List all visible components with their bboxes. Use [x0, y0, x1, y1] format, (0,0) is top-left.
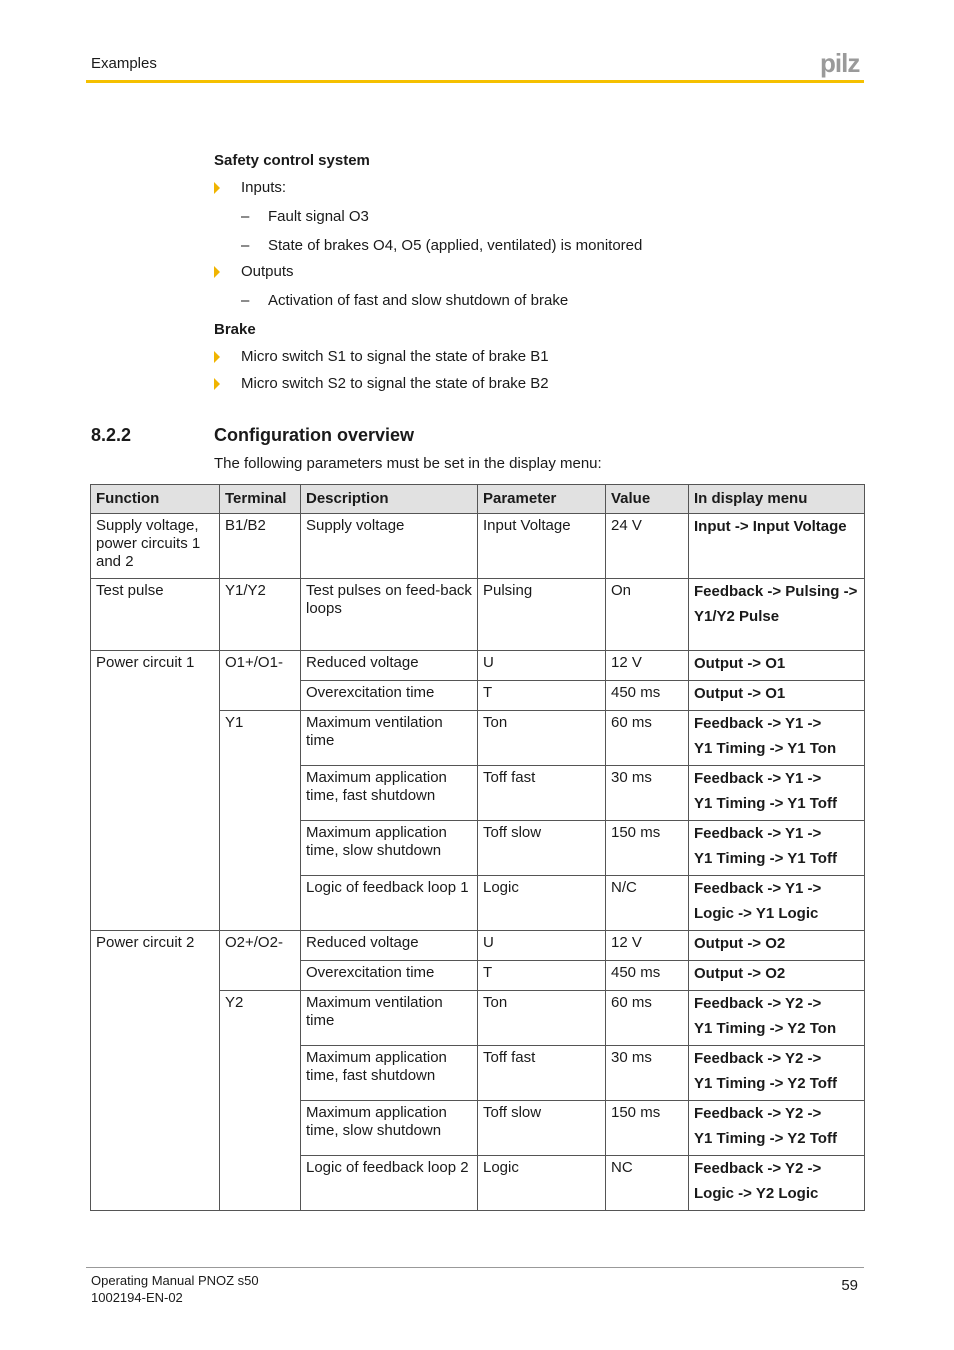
description-cell: Test pulses on feed-back loops — [301, 579, 478, 651]
value-cell: 12 V — [606, 651, 689, 681]
bullet-arrow-icon — [214, 378, 220, 390]
safety-control-title: Safety control system — [214, 152, 370, 169]
terminal-cell: O2+/O2- — [220, 931, 301, 991]
description-cell: Maximum ventilation time — [301, 711, 478, 766]
menu-cell: Output -> O2 — [689, 961, 865, 991]
menu-cell: Output -> O1 — [689, 651, 865, 681]
footer-info — [91, 1272, 259, 1306]
description-cell: Maximum application time, fast shutdown — [301, 766, 478, 821]
page-number: 59 — [841, 1277, 858, 1294]
description-cell: Logic of feedback loop 2 — [301, 1156, 478, 1211]
parameter-cell: Pulsing — [478, 579, 606, 651]
description-cell: Logic of feedback loop 1 — [301, 876, 478, 931]
column-header: Parameter — [478, 485, 606, 514]
description-cell: Maximum application time, slow shutdown — [301, 821, 478, 876]
menu-cell: Feedback -> Y2 -> Y1 Timing -> Y2 Ton — [689, 991, 865, 1046]
menu-cell: Feedback -> Y2 -> Y1 Timing -> Y2 Toff — [689, 1046, 865, 1101]
value-cell: On — [606, 579, 689, 651]
parameter-cell: U — [478, 931, 606, 961]
table-row — [91, 514, 865, 579]
terminal-cell: B1/B2 — [220, 514, 301, 579]
bullet-arrow-icon — [214, 351, 220, 363]
header-section-title: Examples — [91, 55, 157, 72]
parameter-cell: Ton — [478, 711, 606, 766]
description-cell: Supply voltage — [301, 514, 478, 579]
section-number: 8.2.2 — [91, 425, 132, 445]
section-title: Configuration overview — [214, 425, 415, 445]
menu-cell: Feedback -> Y1 -> Y1 Timing -> Y1 Toff — [689, 766, 865, 821]
column-header: Value — [606, 485, 689, 514]
terminal-cell: O1+/O1- — [220, 651, 301, 711]
function-cell: Power circuit 1 — [91, 651, 220, 931]
parameter-cell: Toff fast — [478, 1046, 606, 1101]
value-cell: 150 ms — [606, 1101, 689, 1156]
table-row — [91, 931, 865, 961]
bullet-arrow-icon — [214, 182, 220, 194]
menu-cell: Output -> O2 — [689, 931, 865, 961]
function-cell: Test pulse — [91, 579, 220, 651]
column-header: Terminal — [220, 485, 301, 514]
menu-cell: Feedback -> Y2 -> Y1 Timing -> Y2 Toff — [689, 1101, 865, 1156]
value-cell: N/C — [606, 876, 689, 931]
description-cell: Maximum application time, fast shutdown — [301, 1046, 478, 1101]
parameter-cell: Toff slow — [478, 1101, 606, 1156]
column-header: Description — [301, 485, 478, 514]
value-cell: 60 ms — [606, 711, 689, 766]
menu-cell: Feedback -> Y2 -> Logic -> Y2 Logic — [689, 1156, 865, 1211]
terminal-cell: Y1 — [220, 711, 301, 931]
parameter-cell: T — [478, 681, 606, 711]
function-cell: Supply voltage, power circuits 1 and 2 — [91, 514, 220, 579]
terminal-cell: Y1/Y2 — [220, 579, 301, 651]
value-cell: 60 ms — [606, 991, 689, 1046]
menu-cell: Feedback -> Y1 -> Logic -> Y1 Logic — [689, 876, 865, 931]
table-row — [91, 579, 865, 651]
column-header: In display menu — [689, 485, 865, 514]
description-cell: Overexcitation time — [301, 681, 478, 711]
column-header: Function — [91, 485, 220, 514]
menu-cell: Feedback -> Y1 -> Y1 Timing -> Y1 Ton — [689, 711, 865, 766]
value-cell: 24 V — [606, 514, 689, 579]
footer-rule — [86, 1267, 864, 1268]
menu-cell: Feedback -> Y1 -> Y1 Timing -> Y1 Toff — [689, 821, 865, 876]
svg-text:pilz: pilz — [820, 50, 860, 78]
description-cell: Reduced voltage — [301, 931, 478, 961]
value-cell: 450 ms — [606, 681, 689, 711]
bullet-arrow-icon — [214, 266, 220, 278]
menu-cell: Output -> O1 — [689, 681, 865, 711]
parameter-cell: Toff fast — [478, 766, 606, 821]
parameter-cell: Input Voltage — [478, 514, 606, 579]
description-cell: Maximum application time, slow shutdown — [301, 1101, 478, 1156]
header-rule — [86, 80, 864, 83]
description-cell: Maximum ventilation time — [301, 991, 478, 1046]
value-cell: 12 V — [606, 931, 689, 961]
parameter-cell: Toff slow — [478, 821, 606, 876]
pilz-logo — [820, 50, 864, 78]
parameter-cell: Ton — [478, 991, 606, 1046]
terminal-cell: Y2 — [220, 991, 301, 1211]
manual-title: Operating Manual PNOZ s50 — [91, 1273, 259, 1288]
value-cell: 30 ms — [606, 766, 689, 821]
description-cell: Overexcitation time — [301, 961, 478, 991]
parameter-cell: Logic — [478, 876, 606, 931]
value-cell: 150 ms — [606, 821, 689, 876]
table-header-row — [91, 485, 865, 514]
value-cell: NC — [606, 1156, 689, 1211]
parameter-cell: U — [478, 651, 606, 681]
function-cell: Power circuit 2 — [91, 931, 220, 1211]
parameter-cell: T — [478, 961, 606, 991]
menu-cell: Input -> Input Voltage — [689, 514, 865, 579]
brake-title: Brake — [214, 321, 256, 338]
document-number: 1002194-EN-02 — [91, 1290, 183, 1305]
section-intro: The following parameters must be set in the display menu: — [214, 455, 602, 472]
value-cell: 30 ms — [606, 1046, 689, 1101]
description-cell: Reduced voltage — [301, 651, 478, 681]
menu-cell: Feedback -> Pulsing -> Y1/Y2 Pulse — [689, 579, 865, 651]
parameter-cell: Logic — [478, 1156, 606, 1211]
configuration-table — [90, 484, 865, 1211]
value-cell: 450 ms — [606, 961, 689, 991]
table-row — [91, 651, 865, 681]
